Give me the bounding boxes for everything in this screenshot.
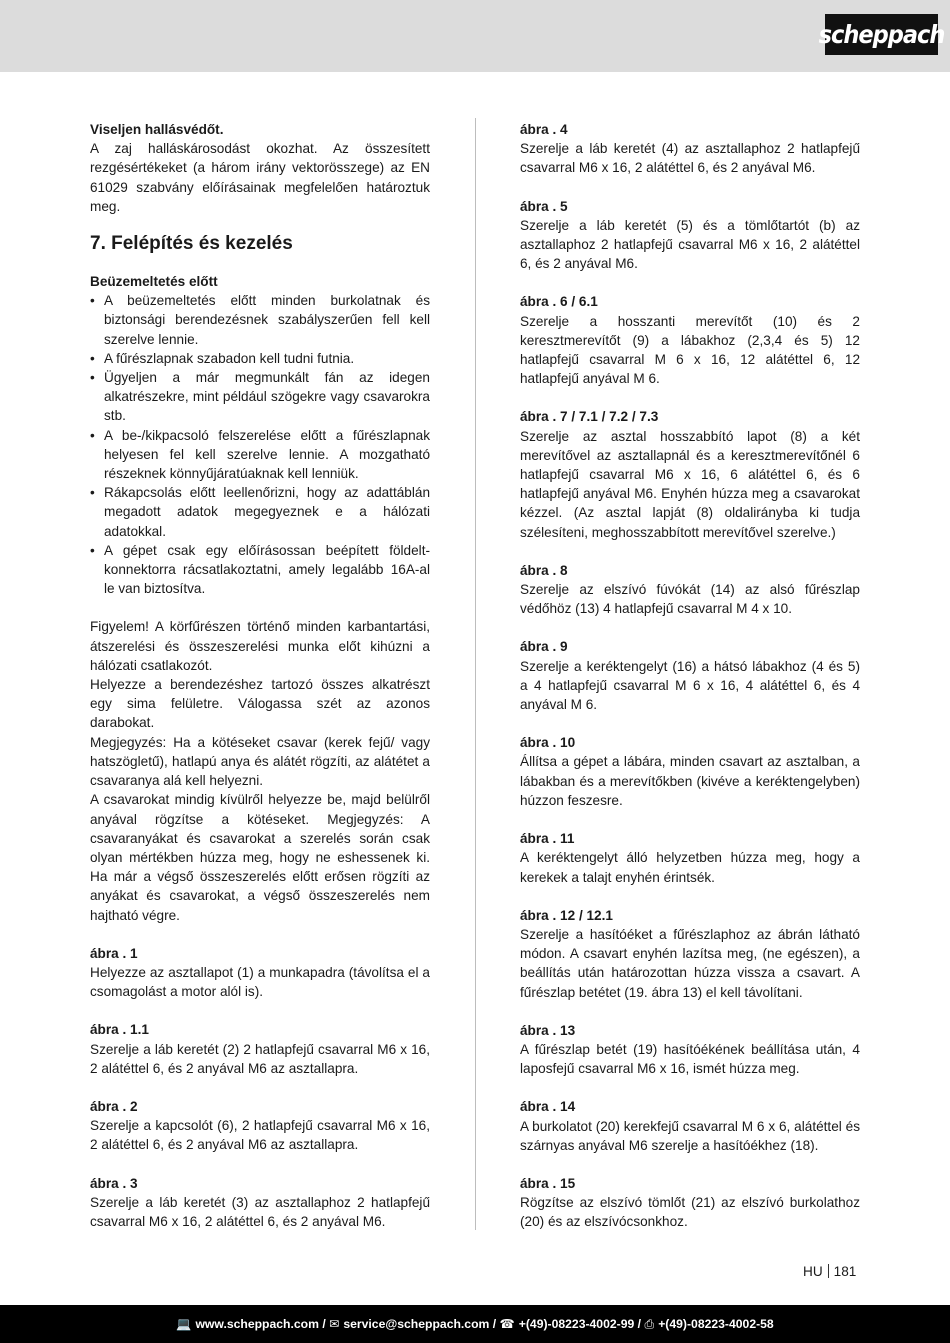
footer-email-link[interactable]: service@scheppach.com: [343, 1317, 490, 1331]
figure-title: ábra . 5: [520, 198, 568, 214]
footer-separator: /: [489, 1317, 500, 1331]
figure-title: ábra . 7 / 7.1 / 7.2 / 7.3: [520, 409, 659, 425]
figure-text: Szerelje a láb keretét (3) az asztallaphoz 2 hatlapfejű csavarral M6 x 16, 2 alátéttel 6, és 2 anyával M6.: [90, 1194, 430, 1229]
paragraph: Megjegyzés: Ha a kötéseket csavar (kerek fejű/ vagy hatszögletű), hatlapú anya és alátét rögzíti, az alátétet a csavaranya alá kell helyezni.: [90, 734, 430, 789]
intro-text: A zaj halláskárosodást okozhat. Az összesített rezgésértékeket (a három irány vektorösszege) az EN 61029 szabvány előírásainak megfelelően határoztuk meg.: [90, 141, 430, 214]
figure-title: ábra . 8: [520, 562, 568, 578]
figure-title: ábra . 1: [90, 945, 138, 961]
figure-title: ábra . 1.1: [90, 1022, 149, 1038]
figure-text: Állítsa a gépet a lábára, minden csavart az asztalban, a lábakban és a merevítőkben (kivéve a keréktengelyben) húzzon feszesre.: [520, 754, 860, 808]
left-column: [90, 120, 430, 1231]
header-bar: [0, 0, 950, 72]
list-item: • A fűrészlapnak szabadon kell tudni futnia.: [90, 349, 430, 368]
figure-text: Szerelje a hasítóéket a fűrészlaphoz az ábrán látható módon. A csavart enyhén lazítsa meg, (ne egészen), a beállítás után határozottan húzza vissza a csavart. A fűrészlap betétet (19. ábra 13) el kell távolítani.: [520, 926, 860, 1000]
figure-text: Szerelje a láb keretét (2) 2 hatlapfejű csavarral M6 x 16, 2 alátéttel 6, és 2 anyával M6 az asztallapra.: [90, 1041, 430, 1076]
figure-title: ábra . 15: [520, 1175, 576, 1191]
list-item: • A be-/kikpacsoló felszerelése előtt a fűrészlapnak helyesen fel kell szerelve lennie. A mozgatható részeknek könnyűjáratúaknak kell lenniük.: [90, 426, 430, 484]
figure-text: Helyezze az asztallapot (1) a munkapadra (távolítsa el a csomagolást a motor alól is).: [90, 964, 430, 1000]
right-column: [520, 120, 860, 1232]
page-number: [803, 1264, 856, 1279]
figure-text: A burkolatot (20) kerekfejű csavarral M 6 x 6, alátéttel és szárnyas anyával M6 szerelje a hasítóékhez (18).: [520, 1118, 860, 1153]
intro-heading: Viseljen hallásvédőt.: [90, 122, 224, 137]
list-item: • Ügyeljen a már megmunkált fán az idegen alkatrészekre, mint például szögekre vagy csavarokra stb.: [90, 368, 430, 426]
footer-phone: +(49)-08223-4002-99: [518, 1317, 635, 1331]
figure-title: ábra . 14: [520, 1099, 576, 1115]
phone-icon: ☎: [499, 1317, 515, 1331]
figure-text: Szerelje az asztal hosszabbító lapot (8) a két merevítővel az asztallapnál és a keresztmerevítőnél 6 hatlapfejű csavarral M6 x 16, 6 alátéttel 6, és 6 hatlapfejű anyával M6. Enyhén húzza meg a csavarokat kézzel. (Az asztal lapját (8) oldalirányba ki tudja szélesíteni, meghosszabbított merevítővel szerelve.): [520, 428, 860, 540]
figure-title: ábra . 13: [520, 1022, 576, 1038]
section-title: 7. Felépítés és kezelés: [90, 233, 293, 255]
figure-text: Szerelje a keréktengelyt (16) a hátsó lábakhoz (4 és 5) a 4 hatlapfejű csavarral M 6 x 16, 4 alátéttel 6, és 4 anyával M 6.: [520, 658, 860, 713]
figure-title: ábra . 11: [520, 831, 575, 847]
paragraph: Helyezze a berendezéshez tartozó összes alkatrészt egy sima felületre. Válogassa szét az azonos darabokat.: [90, 677, 430, 731]
figure-title: ábra . 6 / 6.1: [520, 294, 598, 310]
computer-icon: 💻: [176, 1317, 192, 1331]
footer-separator: /: [318, 1317, 330, 1331]
paragraph: A csavarokat mindig kívülről helyezze be, majd belülről anyával rögzítse a kötéseket. Megjegyzés: A csavaranyákat és csavarokat a szerelés során csak olyan mértékben húzza meg, hogy ne eshessenek ki. Ha már a végső összeszerelés előtt erősen rögzíti az anyákat és csavarokat, a végső összeszerelés nem hajtható végre.: [90, 792, 430, 923]
list-item: • A gépet csak egy előírásossan beépített földelt-konnektorra rácsatlakoztatni, amely legalább 16A-al le van biztosítva.: [90, 541, 430, 599]
column-divider: [475, 118, 476, 1230]
footer-separator: /: [634, 1317, 645, 1331]
figure-title: ábra . 2: [90, 1098, 138, 1114]
email-icon: ✉: [329, 1317, 340, 1331]
figure-text: Szerelje a hosszanti merevítőt (10) és 2 keresztmerevítőt (9) a lábakhoz (2,3,4 és 5) 12 hatlapfejű csavarral M 6 x 16, 12 alátéttel 6, 12 hatlapfejű anyával M 6.: [520, 313, 860, 387]
footer-web-link[interactable]: www.scheppach.com: [195, 1317, 319, 1331]
page-num: 181: [833, 1264, 857, 1279]
page-divider: [828, 1264, 829, 1278]
figure-text: A fűrészlap betét (19) hasítóékének beállítása után, 4 laposfejű csavarral M6 x 16, ismét húzza meg.: [520, 1041, 860, 1077]
bullet-list: [90, 291, 430, 598]
figure-text: Rögzítse az elszívó tömlőt (21) az elszívó burkolathoz (20) és az elszívócsonkhoz.: [520, 1195, 860, 1230]
figure-title: ábra . 9: [520, 639, 568, 655]
sub-heading: Beüzemeltetés előtt: [90, 274, 218, 290]
figure-text: Szerelje a láb keretét (5) és a tömlőtartót (b) az asztallaphoz 2 hatlapfejű csavarral M6 x 16, 2 alátéttel 6, és 2 anyával M6.: [520, 217, 860, 272]
figure-text: Szerelje az elszívó fúvókát (14) az alsó fűrészlap védőhöz (13) 4 hatlapfejű csavarral M 4 x 10.: [520, 582, 860, 617]
figure-text: Szerelje a kapcsolót (6), 2 hatlapfejű csavarral M6 x 16, 2 alátéttel 6, és 2 anyával M6 az asztallapra.: [90, 1118, 430, 1153]
paragraph: Figyelem! A körfűrészen történő minden karbantartási, átszerelési és összeszerelési munka előt kihúzni a hálózati csatlakozót.: [90, 619, 430, 673]
figure-text: Szerelje a láb keretét (4) az asztallaphoz 2 hatlapfejű csavarral M6 x 16, 2 alátéttel 6, és 2 anyával M6.: [520, 141, 860, 176]
list-item: • Rákapcsolás előtt leellenőrizni, hogy az adattáblán megadott adatok megegyeznek e a hálózati adatokkal.: [90, 483, 430, 541]
figure-title: ábra . 10: [520, 735, 576, 751]
figure-title: ábra . 12 / 12.1: [520, 907, 613, 923]
fax-icon: ⎙: [644, 1316, 655, 1331]
page-lang: HU: [803, 1264, 823, 1279]
figure-title: ábra . 4: [520, 122, 568, 137]
brand-logo: scheppach: [825, 14, 938, 55]
figure-text: A keréktengelyt álló helyzetben húzza meg, hogy a kerekek a talajt enyhén érintsék.: [520, 850, 860, 885]
list-item: • A beüzemeltetés előtt minden burkolatnak és biztonsági berendezésnek szabályszerűen fell kell szerelve lennie.: [90, 291, 430, 349]
footer-bar: [0, 1305, 950, 1343]
footer-fax: +(49)-08223-4002-58: [658, 1317, 774, 1331]
figure-title: ábra . 3: [90, 1175, 138, 1191]
